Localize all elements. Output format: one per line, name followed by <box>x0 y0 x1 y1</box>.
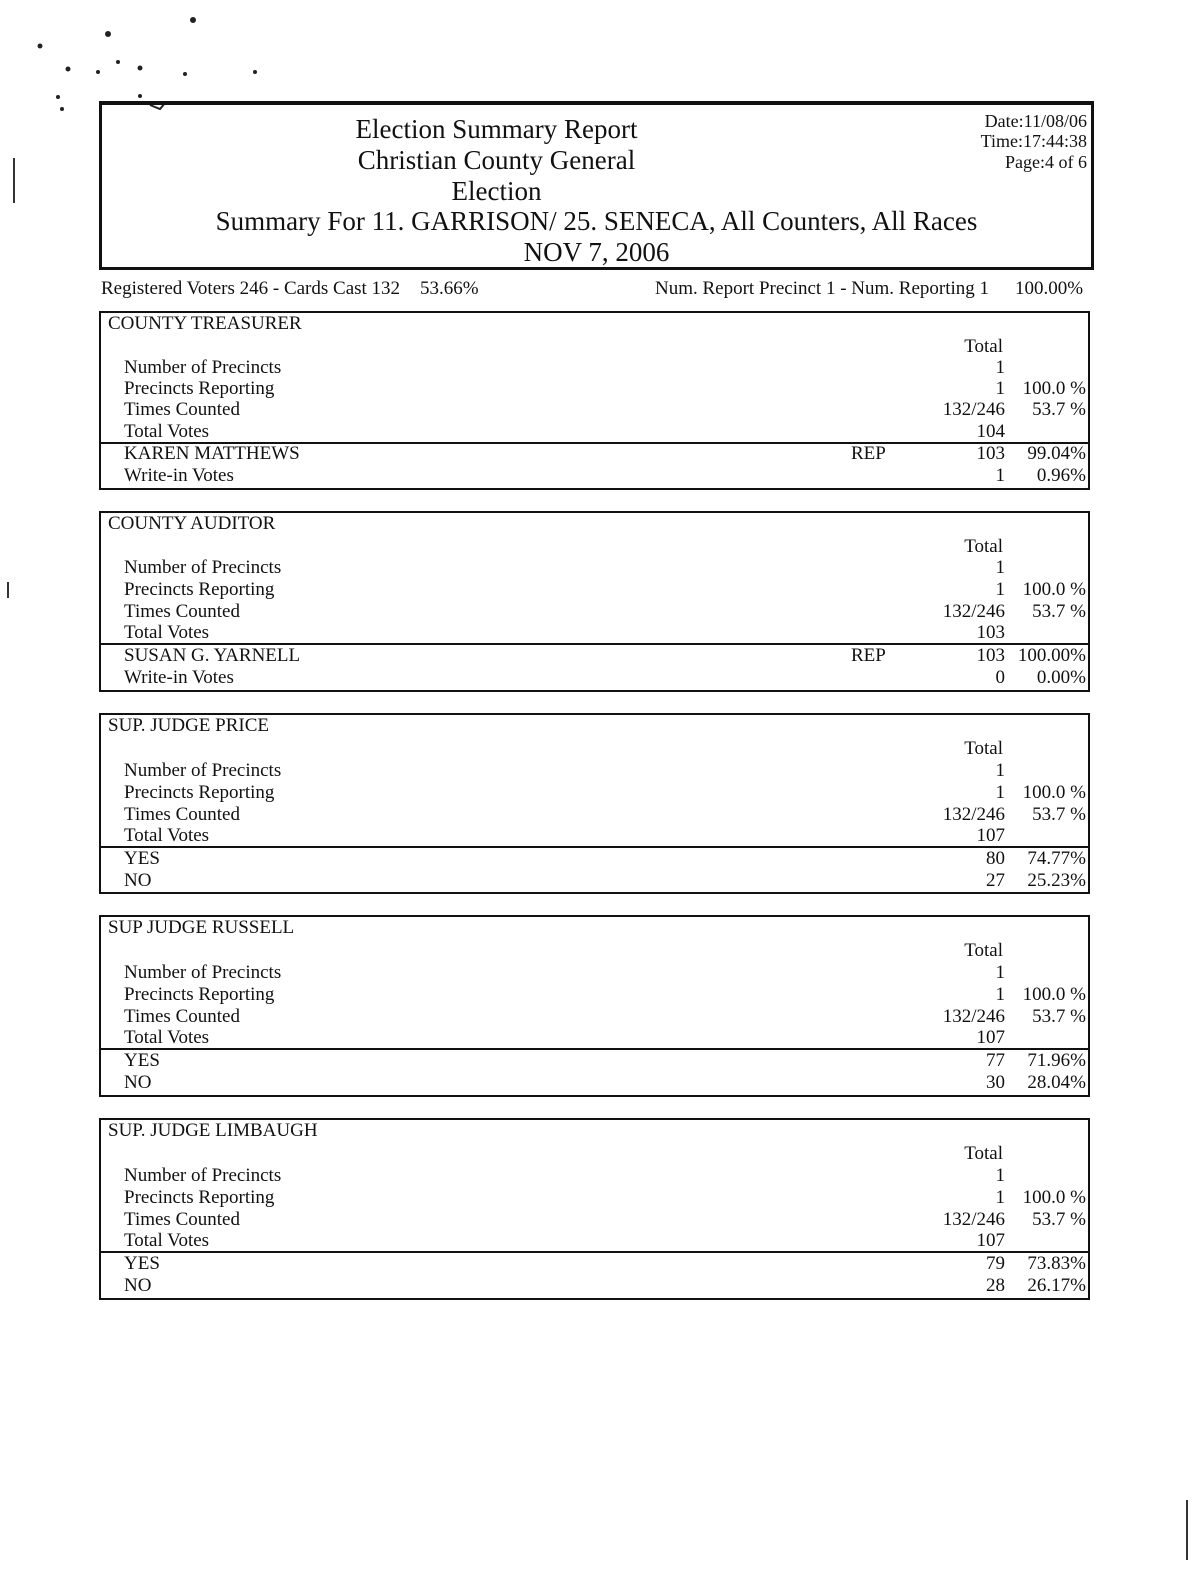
stat-row <box>101 421 1088 443</box>
stat-label: Precincts Reporting <box>124 984 275 1005</box>
vote-pct: 71.96% <box>1027 1050 1086 1071</box>
choice-name: NO <box>124 1072 152 1093</box>
stat-row <box>101 1165 1088 1187</box>
vote-count: 79 <box>986 1253 1005 1274</box>
vote-count: 0 <box>995 667 1005 688</box>
stat-row <box>101 1209 1088 1231</box>
vote-count: 80 <box>986 848 1005 869</box>
result-row <box>101 870 1088 892</box>
stat-label: Number of Precincts <box>124 557 282 578</box>
stat-row <box>101 378 1088 400</box>
result-row <box>101 443 1088 465</box>
result-row <box>101 645 1088 667</box>
race-box <box>99 311 1090 490</box>
result-row <box>101 848 1088 870</box>
race-title: SUP. JUDGE PRICE <box>108 715 270 736</box>
total-column-header: Total <box>964 336 1003 357</box>
stat-value: 1 <box>995 782 1005 803</box>
stat-value: 1 <box>995 962 1005 983</box>
scan-mark <box>7 582 9 598</box>
choice-name: YES <box>124 1050 160 1071</box>
vote-count: 77 <box>986 1050 1005 1071</box>
election-date: NOV 7, 2006 <box>523 237 670 267</box>
choice-name: NO <box>124 1275 152 1296</box>
stat-value: 1 <box>995 357 1005 378</box>
vote-pct: 73.83% <box>1027 1253 1086 1274</box>
stat-value: 107 <box>976 1230 1005 1251</box>
stat-row <box>101 1027 1088 1049</box>
vote-pct: 74.77% <box>1027 848 1086 869</box>
candidate-name: KAREN MATTHEWS <box>124 443 300 464</box>
stat-value: 1 <box>995 984 1005 1005</box>
race-box <box>99 1118 1090 1300</box>
race-title: COUNTY AUDITOR <box>108 513 276 534</box>
summary-scope: Summary For 11. GARRISON/ 25. SENECA, All Counters, All Races <box>215 206 978 236</box>
stat-label: Total Votes <box>124 1230 210 1251</box>
precincts-reporting-summary <box>655 278 1083 300</box>
stat-pct: 100.0 % <box>1022 984 1086 1005</box>
report-date: Date:11/08/06 <box>984 111 1087 131</box>
stat-value: 107 <box>976 825 1005 846</box>
result-row <box>101 1253 1088 1275</box>
stat-value: 1 <box>995 1187 1005 1208</box>
choice-name: NO <box>124 870 152 891</box>
stat-label: Total Votes <box>124 1027 210 1048</box>
report-time: Time:17:44:38 <box>980 131 1087 151</box>
stat-pct: 53.7 % <box>1032 804 1086 825</box>
choice-name: YES <box>124 1253 160 1274</box>
race-box <box>99 511 1090 692</box>
stat-label: Precincts Reporting <box>124 782 275 803</box>
stat-value: 132/246 <box>942 1006 1005 1027</box>
stat-row <box>101 1230 1088 1252</box>
candidate-name: Write-in Votes <box>124 465 234 486</box>
registered-voters <box>101 278 479 300</box>
stat-label: Total Votes <box>124 825 210 846</box>
registered-voters-text: Registered Voters 246 - Cards Cast 132 <box>101 278 401 299</box>
stat-label: Precincts Reporting <box>124 378 275 399</box>
stat-label: Times Counted <box>124 1209 240 1230</box>
stat-value: 132/246 <box>942 601 1005 622</box>
stat-row <box>101 399 1088 421</box>
stat-row <box>101 825 1088 847</box>
stat-label: Total Votes <box>124 421 210 442</box>
stat-value: 107 <box>976 1027 1005 1048</box>
stat-value: 132/246 <box>942 804 1005 825</box>
stat-value: 1 <box>995 760 1005 781</box>
stat-value: 1 <box>995 579 1005 600</box>
stat-label: Times Counted <box>124 1006 240 1027</box>
result-row <box>101 465 1088 487</box>
total-column-header: Total <box>964 536 1003 557</box>
reporting-text: Num. Report Precinct 1 - Num. Reporting 1 <box>655 278 990 299</box>
stat-label: Total Votes <box>124 622 210 643</box>
stat-label: Number of Precincts <box>124 962 282 983</box>
race-title: COUNTY TREASURER <box>108 313 302 334</box>
vote-pct: 25.23% <box>1027 870 1086 891</box>
stat-row <box>101 760 1088 782</box>
stat-value: 103 <box>976 622 1005 643</box>
stat-label: Number of Precincts <box>124 760 282 781</box>
stat-value: 104 <box>976 421 1005 442</box>
stat-value: 1 <box>995 378 1005 399</box>
stat-pct: 100.0 % <box>1022 782 1086 803</box>
choice-name: YES <box>124 848 160 869</box>
stat-pct: 53.7 % <box>1032 1006 1086 1027</box>
stat-pct: 100.0 % <box>1022 579 1086 600</box>
stat-value: 132/246 <box>942 1209 1005 1230</box>
vote-pct: 100.00% <box>1017 645 1086 666</box>
stat-label: Number of Precincts <box>124 357 282 378</box>
stat-label: Times Counted <box>124 804 240 825</box>
stat-row <box>101 962 1088 984</box>
stat-row <box>101 557 1088 579</box>
stat-value: 1 <box>995 1165 1005 1186</box>
party: REP <box>851 443 886 464</box>
vote-pct: 26.17% <box>1027 1275 1086 1296</box>
race-title: SUP. JUDGE LIMBAUGH <box>108 1120 318 1141</box>
total-column-header: Total <box>964 738 1003 759</box>
vote-pct: 28.04% <box>1027 1072 1086 1093</box>
vote-pct: 99.04% <box>1027 443 1086 464</box>
stat-pct: 53.7 % <box>1032 1209 1086 1230</box>
stat-label: Number of Precincts <box>124 1165 282 1186</box>
stat-pct: 53.7 % <box>1032 601 1086 622</box>
election-name: Election <box>451 176 542 206</box>
stat-row <box>101 622 1088 644</box>
result-row <box>101 667 1088 689</box>
stat-row <box>101 357 1088 379</box>
stat-row <box>101 782 1088 804</box>
stat-row <box>101 984 1088 1006</box>
report-header <box>99 101 1094 270</box>
race-title: SUP JUDGE RUSSELL <box>108 917 295 938</box>
stat-row <box>101 579 1088 601</box>
result-row <box>101 1050 1088 1072</box>
scan-mark <box>1186 1500 1188 1560</box>
stat-row <box>101 601 1088 623</box>
vote-count: 1 <box>995 465 1005 486</box>
vote-count: 103 <box>976 443 1005 464</box>
vote-count: 28 <box>986 1275 1005 1296</box>
stat-row <box>101 804 1088 826</box>
stat-label: Times Counted <box>124 399 240 420</box>
reporting-pct: 100.00% <box>1015 278 1084 299</box>
page-number: Page:4 of 6 <box>1005 152 1087 172</box>
stat-value: 132/246 <box>942 399 1005 420</box>
stat-pct: 100.0 % <box>1022 378 1086 399</box>
turnout-pct: 53.66% <box>420 278 479 299</box>
stat-row <box>101 1006 1088 1028</box>
vote-pct: 0.00% <box>1036 667 1086 688</box>
report-title: Election Summary Report <box>355 114 638 144</box>
vote-pct: 0.96% <box>1036 465 1086 486</box>
total-column-header: Total <box>964 1143 1003 1164</box>
candidate-name: Write-in Votes <box>124 667 234 688</box>
county-name: Christian County General <box>357 145 636 175</box>
race-box <box>99 915 1090 1097</box>
vote-count: 30 <box>986 1072 1005 1093</box>
result-row <box>101 1275 1088 1297</box>
stat-pct: 53.7 % <box>1032 399 1086 420</box>
party: REP <box>851 645 886 666</box>
vote-count: 27 <box>986 870 1005 891</box>
stat-label: Times Counted <box>124 601 240 622</box>
stat-label: Precincts Reporting <box>124 1187 275 1208</box>
stat-value: 1 <box>995 557 1005 578</box>
total-column-header: Total <box>964 940 1003 961</box>
vote-count: 103 <box>976 645 1005 666</box>
stat-pct: 100.0 % <box>1022 1187 1086 1208</box>
race-box <box>99 713 1090 894</box>
stat-row <box>101 1187 1088 1209</box>
result-row <box>101 1072 1088 1094</box>
stat-label: Precincts Reporting <box>124 579 275 600</box>
candidate-name: SUSAN G. YARNELL <box>124 645 301 666</box>
